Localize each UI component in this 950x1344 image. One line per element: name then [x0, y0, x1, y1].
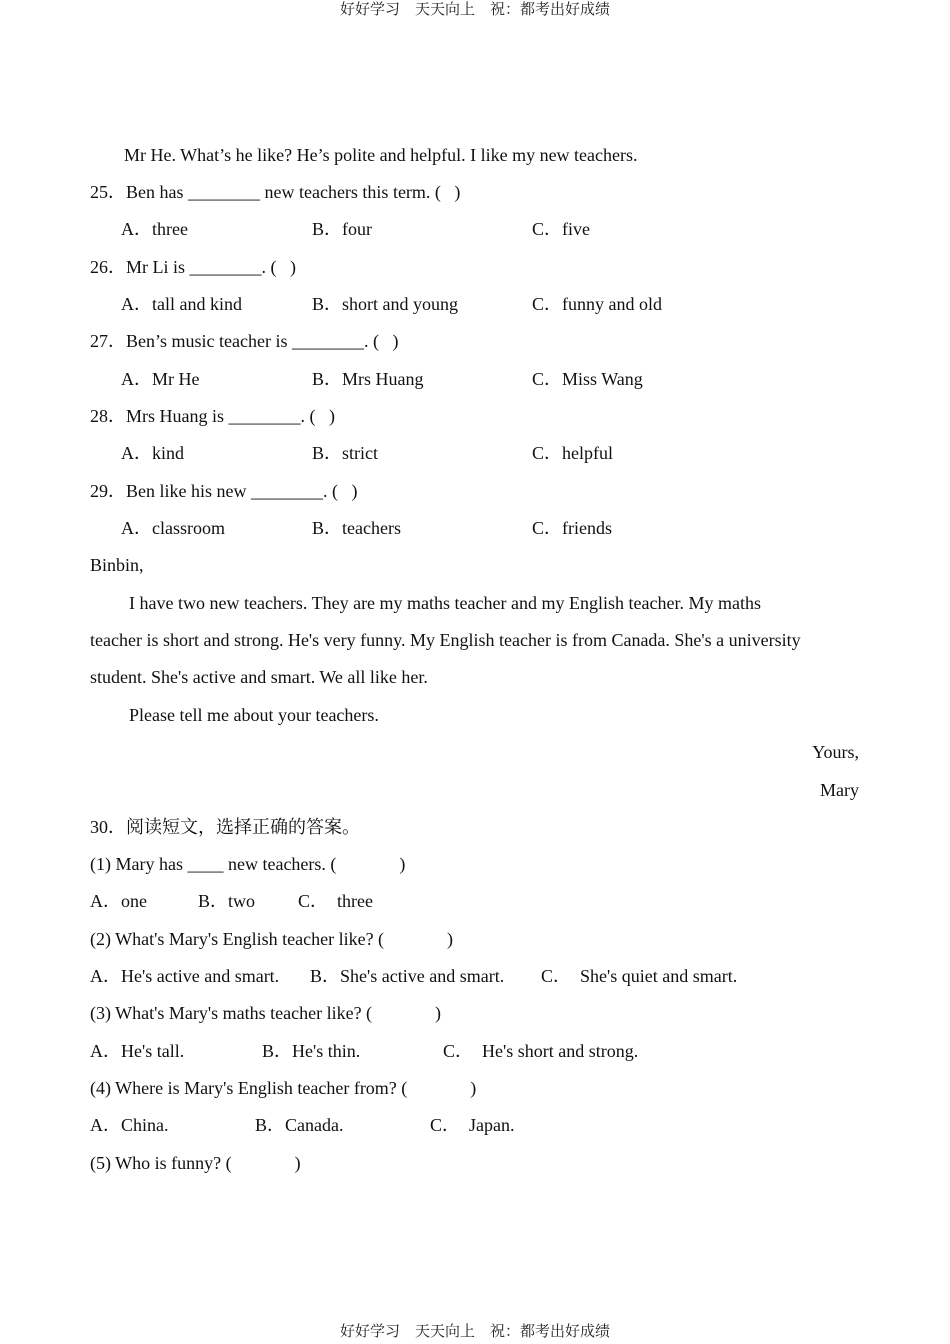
question-30-4-option-b: B．Canada. [255, 1115, 344, 1135]
question-26-option-c: C．funny and old [532, 294, 662, 314]
question-30-1-option-b: B．two [198, 891, 256, 911]
letter-paragraph-1-line-3: student. She's active and smart. We all like her. [90, 667, 428, 687]
question-30-5-stem: (5) Who is funny? ( ) [90, 1153, 301, 1173]
question-29-option-b: B．teachers [312, 518, 401, 538]
letter-paragraph-2: Please tell me about your teachers. [129, 705, 379, 725]
question-28-option-a: A．kind [121, 443, 184, 463]
question-27-option-a: A．Mr He [121, 369, 200, 389]
letter-greeting: Binbin, [90, 555, 144, 575]
question-29-option-a: A．classroom [121, 518, 225, 538]
letter-paragraph-1-line-1: I have two new teachers. They are my maths teacher and my English teacher. My maths [129, 593, 761, 613]
question-25-option-b: B．four [312, 219, 372, 239]
question-27-option-c: C．Miss Wang [532, 369, 643, 389]
question-27-option-b: B．Mrs Huang [312, 369, 424, 389]
question-27-stem: 27．Ben’s music teacher is ________. ( ) [90, 331, 399, 351]
question-28-option-b: B．strict [312, 443, 378, 463]
letter-closing: Yours, [812, 742, 859, 762]
question-30-title: 30．阅读短文，选择正确的答案。 [90, 817, 360, 837]
question-25-option-c: C．five [532, 219, 590, 239]
passage-end-line: Mr He. What’s he like? He’s polite and helpful. I like my new teachers. [124, 145, 638, 165]
question-26-option-a: A．tall and kind [121, 294, 242, 314]
page-footer: 好好学习 天天向上 祝：都考出好成绩 [339, 1322, 610, 1340]
question-30-3-stem: (3) What's Mary's maths teacher like? ( ) [90, 1003, 442, 1023]
question-29-option-c: C．friends [532, 518, 612, 538]
question-30-1-stem: (1) Mary has ____ new teachers. ( ) [90, 854, 406, 874]
page-header: 好好学习 天天向上 祝：都考出好成绩 [339, 0, 610, 18]
question-30-4-option-a: A．China. [90, 1115, 169, 1135]
question-30-3-option-c: C． He's short and strong. [443, 1041, 639, 1061]
question-30-1-option-a: A．one [90, 891, 147, 911]
question-30-3-option-b: B．He's thin. [262, 1041, 361, 1061]
question-30-2-option-b: B．She's active and smart. [310, 966, 505, 986]
question-30-4-stem: (4) Where is Mary's English teacher from? ( ) [90, 1078, 477, 1098]
question-30-2-option-c: C． She's quiet and smart. [541, 966, 738, 986]
question-25-option-a: A．three [121, 219, 188, 239]
question-30-3-option-a: A．He's tall. [90, 1041, 185, 1061]
question-26-stem: 26．Mr Li is ________. ( ) [90, 257, 296, 277]
question-30-4-option-c: C． Japan. [430, 1115, 515, 1135]
question-30-2-stem: (2) What's Mary's English teacher like? ( ) [90, 929, 454, 949]
question-28-stem: 28．Mrs Huang is ________. ( ) [90, 406, 335, 426]
question-29-stem: 29．Ben like his new ________. ( ) [90, 481, 358, 501]
question-30-2-option-a: A．He's active and smart. [90, 966, 280, 986]
letter-paragraph-1-line-2: teacher is short and strong. He's very funny. My English teacher is from Canada. She's a university [90, 630, 801, 650]
question-25-stem: 25．Ben has ________ new teachers this term. ( ) [90, 182, 461, 202]
question-28-option-c: C．helpful [532, 443, 613, 463]
question-30-1-option-c: C． three [298, 891, 373, 911]
letter-signature: Mary [820, 780, 859, 800]
question-26-option-b: B．short and young [312, 294, 458, 314]
